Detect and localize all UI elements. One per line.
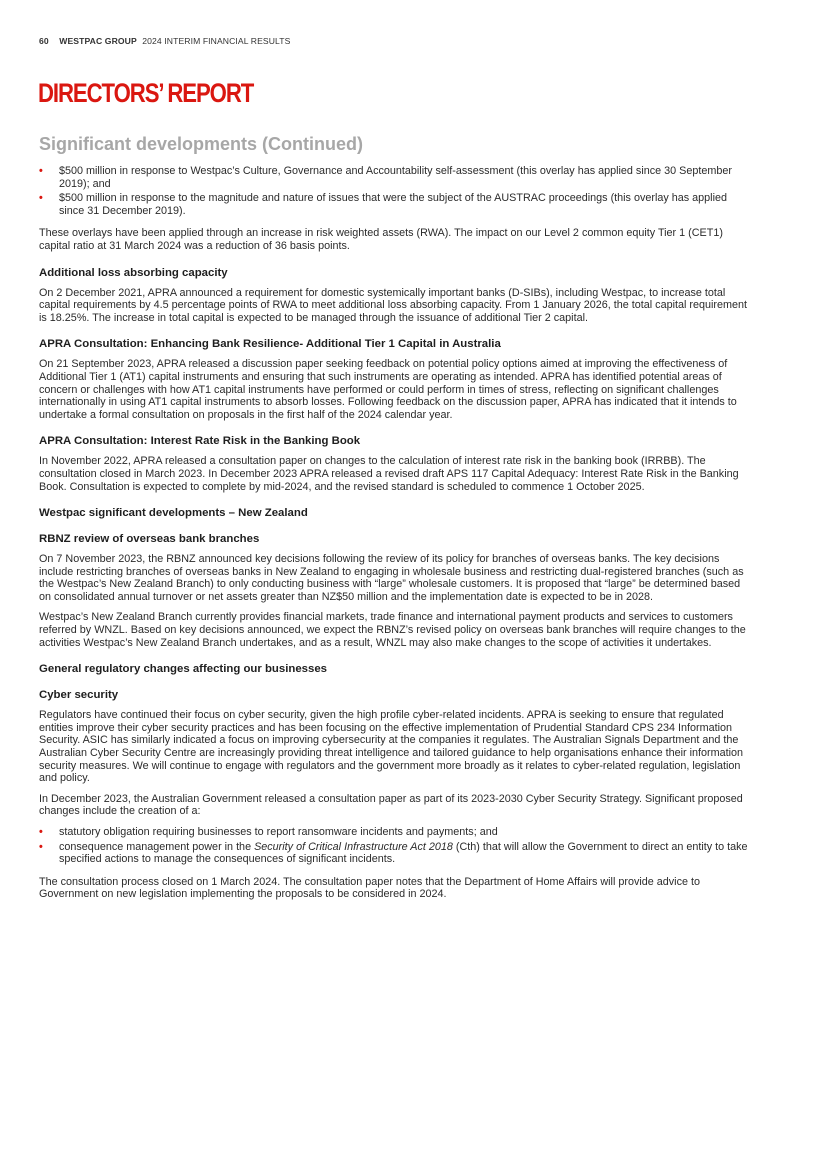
cyber-paragraph-2: In December 2023, the Australian Government released a consultation paper as part of its 2023-2030 Cyber Security Strategy. Significant proposed changes include the creation of a: <box>39 792 743 818</box>
rbnz-heading: RBNZ review of overseas bank branches <box>39 533 260 546</box>
list-item-text: $500 million in response to the magnitude and nature of issues that were the subject of the AUSTRAC proceedings (this overlay has applied since 31 December 2019). <box>59 192 727 217</box>
bullet-icon: • <box>39 165 43 177</box>
lac-heading: Additional loss absorbing capacity <box>39 266 228 279</box>
document-title: 2024 INTERIM FINANCIAL RESULTS <box>142 36 291 46</box>
list-item-text-pre: consequence management power in the <box>59 840 255 853</box>
bullet-icon: • <box>39 840 43 853</box>
irrbb-paragraph: In November 2022, APRA released a consultation paper on changes to the calculation of interest rate risk in the banking book (IRRBB). The consultation closed in March 2023. In December 2023 APRA released a revised draft APS 117 Capital Adequacy: Interest Rate Risk in the Banking Book. Consultation is expected to complete by mid-2024, and the revised standard is scheduled to commence 1 October 2025. <box>39 455 739 493</box>
running-header <box>39 36 290 46</box>
rbnz-paragraph-1: On 7 November 2023, the RBNZ announced key decisions following the review of its policy for branches of overseas banks. The key decisions include restricting branches of overseas banks in New Zealand to engaging in wholesale business and restricting dual-registered branches (such as the Westpac’s New Zealand Branch) to only conducting business with “large” wholesale customers. It is proposed that “large” be determined based on consolidated annual turnover or net assets greater than NZ$50 million and the implementation date is expected to be in 2028. <box>39 553 744 603</box>
at1-paragraph: On 21 September 2023, APRA released a discussion paper seeking feedback on potential policy options aimed at improving the effectiveness of Additional Tier 1 (AT1) capital instruments and ensuring that such instruments are operating as intended. APRA has identified potential areas of concern or challenges with how AT1 capital instruments have performed or could perform in times of stress, reflecting on significant challenges internationally in using AT1 capital instruments to absorb losses. Following feedback on the discussion paper, APRA has indicated that it intends to undertake a formal consultation on proposals in the first half of the 2024 calendar year. <box>39 358 737 421</box>
list-item <box>39 192 751 217</box>
irrbb-heading: APRA Consultation: Interest Rate Risk in the Banking Book <box>39 435 361 448</box>
lac-paragraph: On 2 December 2021, APRA announced a requirement for domestic systemically important banks (D-SIBs), including Westpac, to increase total capital requirements by 4.5 percentage points of RWA to meet additional loss absorbing capacity. From 1 January 2026, the total capital requirement is 18.25%. The increase in total capital is expected to be managed through the issuance of additional Tier 2 capital. <box>39 286 747 324</box>
subheading: Significant developments (Continued) <box>39 134 364 154</box>
list-item-text: $500 million in response to Westpac’s Culture, Governance and Accountability self-assessment (this overlay has applied since 30 September 2019); and <box>59 165 732 190</box>
nz-heading: Westpac significant developments – New Zealand <box>39 507 308 520</box>
page-number: 60 <box>39 36 49 46</box>
bullet-icon: • <box>39 826 43 838</box>
at1-heading: APRA Consultation: Enhancing Bank Resilience- Additional Tier 1 Capital in Australia <box>39 338 501 351</box>
list-item <box>39 841 751 866</box>
overlay-list <box>39 165 751 217</box>
list-item <box>39 165 751 190</box>
act-name: Security of Critical Infrastructure Act 2018 <box>254 840 453 853</box>
cyber-heading: Cyber security <box>39 689 119 702</box>
list-item-text: statutory obligation requiring businesses to report ransomware incidents and payments; and <box>59 826 498 838</box>
section-title: DIRECTORS’ REPORT <box>38 78 254 108</box>
cyber-paragraph-3: The consultation process closed on 1 March 2024. The consultation paper notes that the Department of Home Affairs will provide advice to Government on new legislation implementing the proposals to be considered in 2024. <box>39 875 700 901</box>
list-item-text-post: (Cth) that will allow the Government to direct an entity to take specified actions to manage the consequences of significant incidents. <box>59 840 748 866</box>
bullet-icon: • <box>39 192 43 205</box>
list-item <box>39 826 751 839</box>
rbnz-paragraph-2: Westpac’s New Zealand Branch currently provides financial markets, trade finance and international payment products and services to customers referred by WNZL. Based on key decisions announced, we expect the RBNZ’s revised policy on overseas bank branches will require changes to the activities Westpac’s New Zealand Branch undertakes, and as a result, WNZL may also make changes to the scope of activities it undertakes. <box>39 611 746 649</box>
general-heading: General regulatory changes affecting our businesses <box>39 663 328 676</box>
overlays-paragraph: These overlays have been applied through an increase in risk weighted assets (RWA). The impact on our Level 2 common equity Tier 1 (CET1) capital ratio at 31 March 2024 was a reduction of 36 basis points. <box>39 227 723 252</box>
content <box>39 134 751 909</box>
cyber-list <box>39 826 751 866</box>
cyber-paragraph-1: Regulators have continued their focus on cyber security, given the high profile cyber-related incidents. APRA is seeking to ensure that regulated entities improve their cyber security practices and has been focusing on the effective implementation of Prudential Standard CPS 234 Information Security. ASIC has similarly indicated a focus on improving cybersecurity at the companies it regulates. The Australian Signals Department and the Australian Cyber Security Centre are increasingly providing threat intelligence and tailored guidance to help organisations enhance their information security measures. We will continue to engage with regulators and the government more broadly as it relates to cyber-related regulation, legislation and policy. <box>39 709 744 785</box>
brand-name: WESTPAC GROUP <box>59 36 137 46</box>
